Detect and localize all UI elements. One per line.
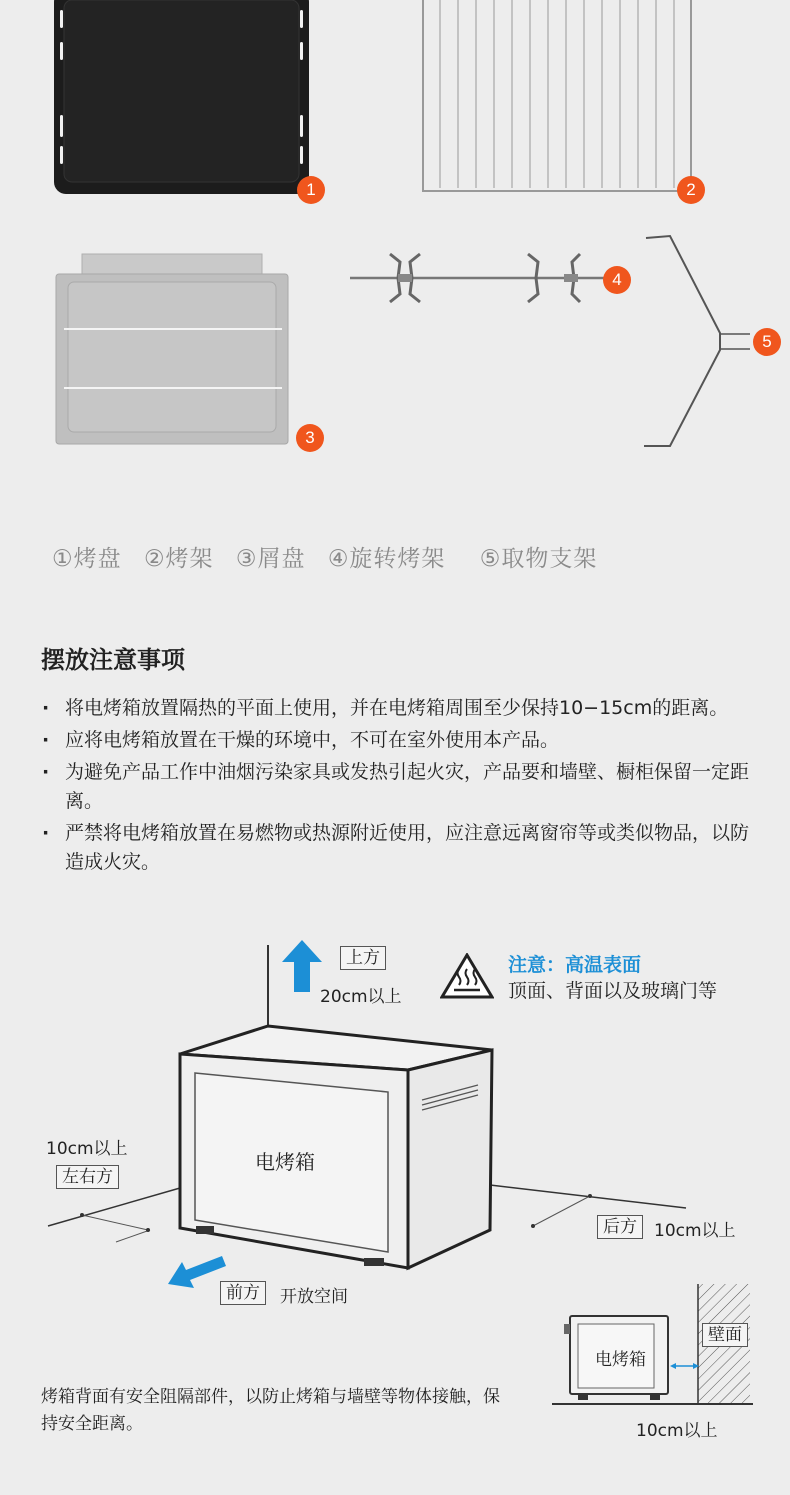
side-distance: 10cm以上 xyxy=(46,1139,128,1159)
front-arrow-icon xyxy=(168,1254,228,1288)
list-item: · 将电烤箱放置隔热的平面上使用，并在电烤箱周围至少保持10−15cm的距离。 xyxy=(40,694,760,723)
accessory-badge-3: 3 xyxy=(296,424,324,452)
list-item: · 为避免产品工作中油烟污染家具或发热引起火灾，产品要和墙壁、橱柜保留一定距离。 xyxy=(40,758,760,816)
caption-item: ①烤盘 xyxy=(52,546,122,572)
up-arrow-icon xyxy=(282,940,322,992)
accessory-badge-5: 5 xyxy=(753,328,781,356)
wall-label: 壁面 xyxy=(702,1323,748,1347)
back-distance: 10cm以上 xyxy=(654,1221,736,1241)
placement-notes-list xyxy=(40,694,760,880)
list-item: · 应将电烤箱放置在干燥的环境中，不可在室外使用本产品。 xyxy=(40,726,760,755)
back-label: 后方 xyxy=(597,1215,643,1239)
warning-title: 注意：高温表面 xyxy=(508,954,642,976)
wall-distance: 10cm以上 xyxy=(636,1421,718,1441)
accessory-badge-1: 1 xyxy=(297,176,325,204)
accessory-badge-4: 4 xyxy=(603,266,631,294)
oven-label: 电烤箱 xyxy=(255,1150,315,1174)
side-label: 左右方 xyxy=(56,1165,119,1189)
top-distance: 20cm以上 xyxy=(320,987,402,1007)
grill-rack-image xyxy=(420,0,695,200)
list-item: · 严禁将电烤箱放置在易燃物或热源附近使用，应注意远离窗帘等或类似物品，以防造成火灾。 xyxy=(40,819,760,877)
hot-surface-warning-icon xyxy=(440,953,494,999)
caption-item: ④旋转烤架 xyxy=(327,546,446,572)
top-label: 上方 xyxy=(340,946,386,970)
small-oven-label: 电烤箱 xyxy=(595,1350,646,1370)
caption-item: ②烤架 xyxy=(143,546,214,572)
caption-item: ③屑盘 xyxy=(235,546,306,572)
accessory-badge-2: 2 xyxy=(677,176,705,204)
front-text: 开放空间 xyxy=(280,1287,348,1307)
rotisserie-fork-image xyxy=(640,228,750,458)
section-title: 摆放注意事项 xyxy=(41,646,185,674)
footnote: 烤箱背面有安全阻隔部件，以防止烤箱与墙壁等物体接触，保持安全距离。 xyxy=(41,1387,500,1434)
warning-text: 顶面、背面以及玻璃门等 xyxy=(508,980,718,1002)
caption-item: ⑤取物支架 xyxy=(479,546,598,572)
baking-tray-image xyxy=(50,0,325,200)
front-label: 前方 xyxy=(220,1281,266,1305)
accessory-caption xyxy=(52,540,752,573)
rotisserie-image xyxy=(350,248,610,308)
crumb-tray-image xyxy=(52,252,297,452)
